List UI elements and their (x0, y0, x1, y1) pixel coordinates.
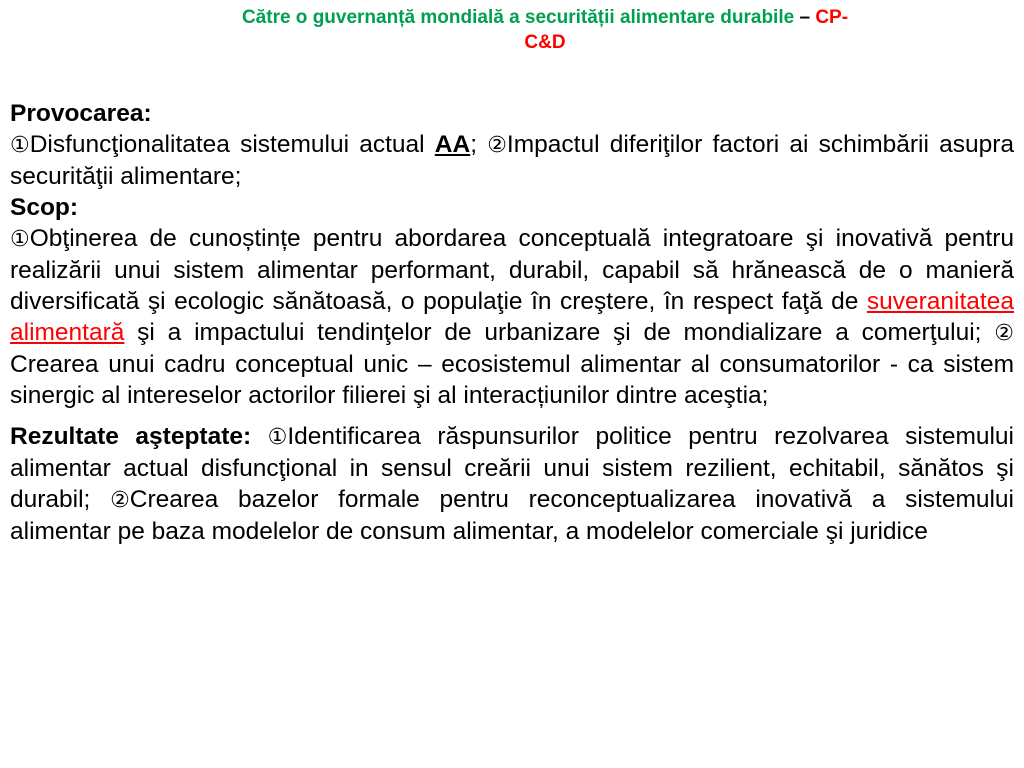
circled-two-icon: ② (994, 321, 1014, 346)
circled-two-icon: ② (487, 133, 507, 158)
heading-rezultate: Rezultate aşteptate: (10, 423, 252, 450)
circled-two-icon: ② (110, 488, 130, 513)
title-code-part2: C&D (524, 32, 566, 53)
circled-one-icon: ① (10, 227, 30, 252)
rezultate-text-1: Identificarea răspunsurilor politice pentru rezolvarea sistemului alimentar actual disfuncţional in sensul creării unui sistem rezilient, echitabil, sănătos şi durabil; (10, 423, 1014, 513)
paragraph-provocarea (10, 129, 1014, 192)
suveranitatea-link[interactable]: suveranitatea alimentară (10, 288, 1014, 346)
scop-text-1: Obţinerea de cunoștințe pentru abordarea conceptuală integratoare şi inovativă pentru realizării unui sistem alimentar performant, durabil, capabil să hrănească de o manieră diversificată şi ecologic sănătoasă, o populaţie în creştere, în respect faţă de (10, 225, 1014, 315)
slide-body (10, 98, 1014, 547)
provocarea-text-1: Disfuncţionalitatea sistemului actual (29, 131, 435, 158)
provocarea-abbr: AA (434, 131, 471, 158)
scop-text-2: şi a impactului tendinţelor de urbanizare şi de mondializare a comerţului; (124, 319, 995, 346)
title-main: Către o guvernanță mondială a securității alimentare durabile (241, 7, 795, 28)
provocarea-text-2: ; (470, 131, 488, 158)
circled-one-icon: ① (267, 425, 288, 450)
heading-scop: Scop: (10, 194, 79, 221)
rezultate-text-2: Crearea bazelor formale pentru reconceptualizarea inovativă a sistemului alimentar pe baza modelelor de consum alimentar, a modelelor comerciale şi juridice (10, 486, 1014, 545)
title-code-part1: CP- (815, 7, 849, 28)
scop-text-3: Crearea unui cadru conceptual unic – ecosistemul alimentar al consumatorilor - ca sistem sinergic al intereselor actorilor filierei şi al interacțiunilor dintre aceştia; (10, 351, 1014, 409)
heading-provocarea: Provocarea: (10, 100, 152, 127)
slide-title (120, 5, 970, 55)
provocarea-text-3: Impactul diferiţilor factori ai schimbării asupra securităţii alimentare; (10, 131, 1014, 190)
paragraph-rezultate (10, 421, 1014, 547)
title-dash: – (794, 7, 816, 28)
paragraph-scop (10, 223, 1014, 411)
circled-one-icon: ① (10, 133, 30, 158)
